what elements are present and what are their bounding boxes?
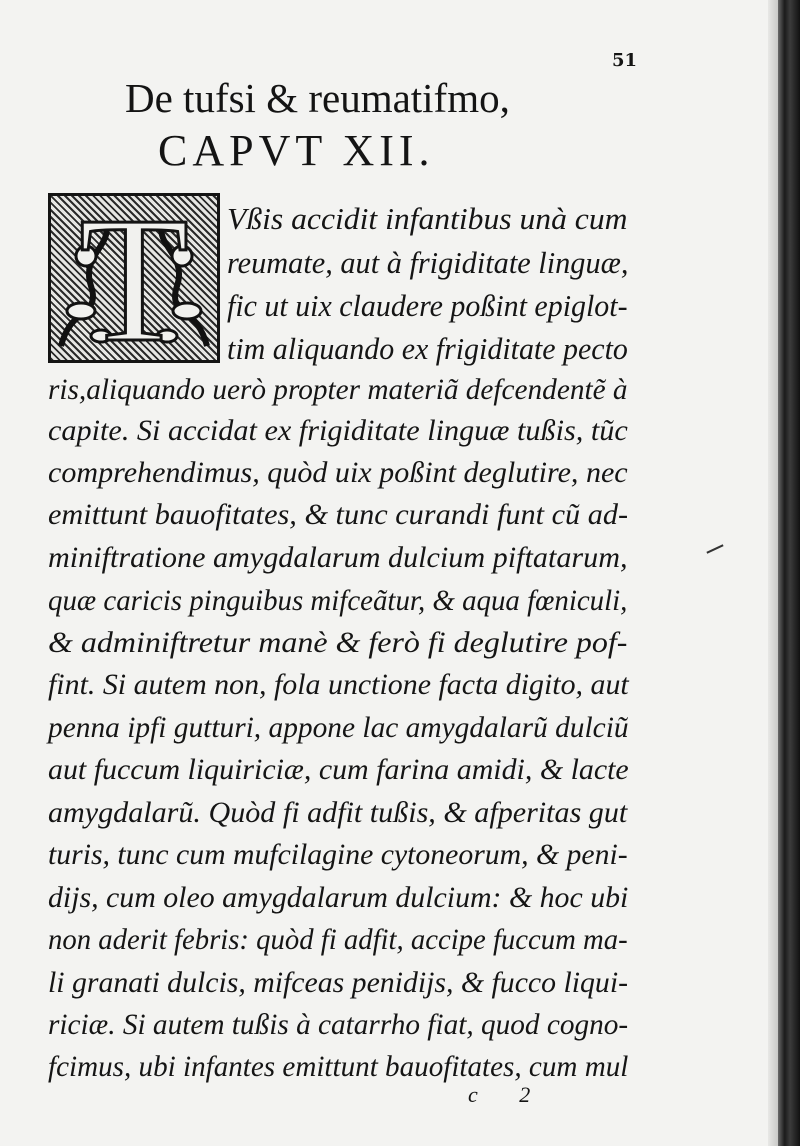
text-line: tim aliquando ex frigiditate pecto xyxy=(227,331,628,366)
signature-mark: c 2 xyxy=(468,1082,549,1107)
text-line: miniftratione amygdalarum dulcium piftatarum, xyxy=(48,541,628,574)
text-line: non aderit febris: quòd fi adfit, accipe fuccum ma- xyxy=(48,923,628,956)
margin-mark xyxy=(706,544,723,553)
text-line: & adminiftretur manè & ferò fi deglutire pof- xyxy=(48,626,628,659)
text-line: fic ut uix claudere poßint epiglot- xyxy=(227,288,628,323)
text-line: riciæ. Si autem tußis à catarrho fiat, quod cogno- xyxy=(48,1008,629,1041)
text-line: reumate, aut à frigiditate linguæ, xyxy=(227,245,629,280)
chapter-number: CAPVT XII. xyxy=(158,126,435,175)
text-line: Vßis accidit infantibus unà cum xyxy=(227,201,628,236)
text-line: dijs, cum oleo amygdalarum dulcium: & hoc ubi xyxy=(48,881,629,914)
text-line: turis, tunc cum mufcilagine cytoneorum, & peni- xyxy=(48,838,628,871)
text-line: amygdalarũ. Quòd fi adfit tußis, & afperitas gut xyxy=(48,796,628,829)
text-line: emittunt bauofitates, & tunc curandi funt cũ ad- xyxy=(48,498,629,531)
text-line: penna ipfi gutturi, appone lac amygdalarũ dulciũ xyxy=(48,711,629,744)
text-line: quæ caricis pinguibus mifceãtur, & aqua fœniculi, xyxy=(48,584,628,617)
text-line: ris,aliquando uerò propter materiã defcendentẽ à xyxy=(48,373,628,406)
page-edge xyxy=(768,0,778,1146)
text-line: comprehendimus, quòd uix poßint deglutire, nec xyxy=(48,456,628,489)
text-line: li granati dulcis, mifceas penidijs, & fucco liqui- xyxy=(48,966,629,999)
page-number: 51 xyxy=(612,50,638,71)
chapter-title: De tufsi & reumatifmo, xyxy=(125,75,510,121)
book-binding xyxy=(778,0,800,1146)
text-line: fcimus, ubi infantes emittunt bauofitates, cum mul xyxy=(48,1050,629,1083)
text-line: aut fuccum liquiriciæ, cum farina amidi, & lacte xyxy=(48,753,629,786)
text-line: fint. Si autem non, fola unctione facta digito, aut xyxy=(48,668,629,701)
initial-letter: T xyxy=(79,193,189,363)
text-line: capite. Si accidat ex frigiditate linguæ tußis, tũc xyxy=(48,414,628,447)
decorated-initial xyxy=(48,193,220,363)
